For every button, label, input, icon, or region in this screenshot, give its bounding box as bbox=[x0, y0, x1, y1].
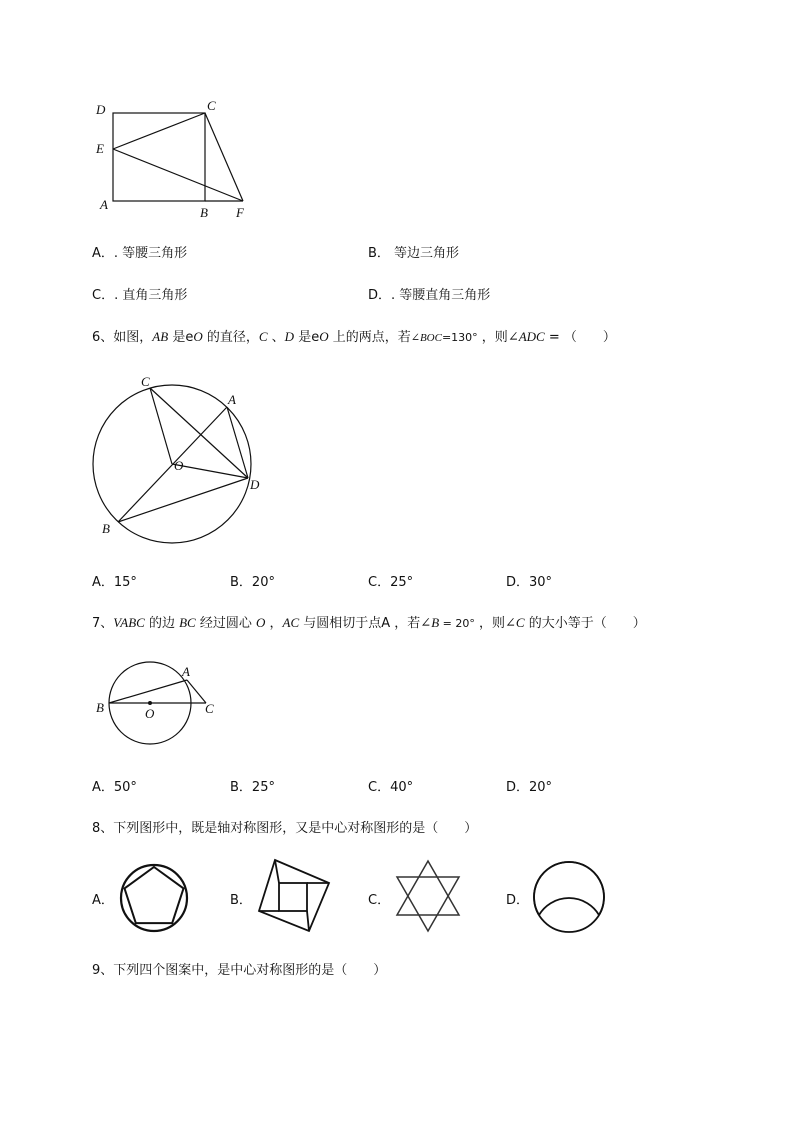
q5-label-E: E bbox=[96, 141, 104, 156]
q7-option-a: A．50° bbox=[92, 780, 137, 795]
q6-num: 6、 bbox=[92, 330, 114, 345]
q7-angle-b: ∠B bbox=[420, 615, 440, 630]
q8-option-c-label: C． bbox=[368, 893, 391, 908]
q7-o: O bbox=[255, 615, 266, 630]
q6-t2: 是 bbox=[168, 330, 186, 345]
q6-o-1: O bbox=[193, 329, 203, 344]
q5-option-d: D．. 等腰直角三角形 bbox=[368, 288, 491, 303]
q6-line-OD bbox=[172, 464, 248, 478]
q7-label-B: B bbox=[96, 700, 104, 715]
q6-t8: = （ ） bbox=[544, 330, 616, 345]
q7-t4: 与圆相切于点A ，若 bbox=[299, 616, 421, 631]
q5-option-c: C．. 直角三角形 bbox=[92, 288, 188, 303]
q5-line-EC bbox=[113, 113, 205, 149]
q7-ac: AC bbox=[282, 615, 300, 630]
q7-triangle: VABC bbox=[113, 615, 145, 630]
q6-option-b: B．20° bbox=[230, 575, 275, 590]
q8-d-arc-1 bbox=[534, 862, 569, 915]
q6-label-A: A bbox=[228, 392, 236, 407]
q8-d-arc-3 bbox=[539, 898, 599, 915]
q6-figure bbox=[90, 370, 290, 545]
q7-t1: 的边 bbox=[144, 616, 180, 631]
q8-question: 8、下列图形中，既是轴对称图形，又是中心对称图形的是（ ） bbox=[92, 821, 478, 836]
q8-b-outer-square bbox=[259, 860, 329, 931]
q5-label-A: A bbox=[100, 197, 108, 212]
q8-b-line-1 bbox=[275, 860, 279, 883]
q8-option-c-figure bbox=[393, 858, 463, 934]
q6-line-AD bbox=[227, 407, 248, 478]
q7-t6: 的大小等于（ ） bbox=[524, 616, 646, 631]
q6-option-c: C．25° bbox=[368, 575, 414, 590]
q6-circle-sym-2: e bbox=[311, 330, 320, 345]
q5-option-a: A．. 等腰三角形 bbox=[92, 246, 188, 261]
q6-line-CO bbox=[150, 388, 172, 464]
q6-t4: 、 bbox=[267, 330, 285, 345]
q8-a-pentagon bbox=[125, 867, 184, 923]
q7-label-A: A bbox=[182, 664, 190, 679]
q6-question bbox=[92, 326, 616, 345]
q6-t5: 是 bbox=[294, 330, 312, 345]
q6-angle-adc: ∠ADC bbox=[507, 329, 545, 344]
q8-b-line-3 bbox=[307, 911, 309, 931]
q7-t3: ， bbox=[265, 616, 283, 631]
q6-line-BD bbox=[118, 478, 248, 522]
q7-label-O: O bbox=[145, 706, 155, 721]
q6-circle-sym-1: e bbox=[185, 330, 194, 345]
q7-option-b: B．25° bbox=[230, 780, 275, 795]
q7-center-dot bbox=[148, 701, 152, 705]
q5-option-b: B． 等边三角形 bbox=[368, 246, 460, 261]
q6-label-O: O bbox=[174, 458, 184, 473]
q6-ab: AB bbox=[152, 329, 169, 344]
q5-label-B: B bbox=[200, 205, 208, 220]
q7-question bbox=[92, 612, 646, 631]
q7-bc: BC bbox=[179, 615, 196, 630]
q8-option-a-figure bbox=[118, 862, 190, 934]
q5-figure bbox=[90, 95, 260, 225]
q8-option-b-figure bbox=[255, 857, 335, 937]
q7-angle-value: = 20° bbox=[439, 617, 475, 630]
q7-num: 7、 bbox=[92, 616, 114, 631]
q6-c: C bbox=[258, 329, 268, 344]
q6-option-a: A．15° bbox=[92, 575, 137, 590]
q8-c-triangle-up bbox=[397, 861, 459, 915]
q8-option-a-label: A． bbox=[92, 893, 114, 908]
q7-line-BA bbox=[109, 680, 187, 703]
q8-option-b-label: B． bbox=[230, 893, 252, 908]
q6-option-d: D．30° bbox=[506, 575, 553, 590]
q8-d-arc-2 bbox=[569, 862, 604, 915]
q7-option-c: C．40° bbox=[368, 780, 414, 795]
q8-b-inner-square bbox=[279, 883, 307, 911]
q7-label-C: C bbox=[205, 701, 214, 716]
q9-question: 9、下列四个图案中，是中心对称图形的是（ ） bbox=[92, 963, 387, 978]
q6-t7: ，则 bbox=[477, 330, 508, 345]
q8-a-circle bbox=[121, 865, 187, 931]
q6-d: D bbox=[284, 329, 295, 344]
q6-o-2: O bbox=[319, 329, 329, 344]
q5-square bbox=[113, 113, 205, 201]
q7-angle-c: ∠C bbox=[505, 615, 525, 630]
q7-t2: 经过圆心 bbox=[195, 616, 256, 631]
q6-label-C: C bbox=[141, 374, 150, 389]
q7-figure bbox=[90, 655, 230, 750]
q6-t6: 上的两点，若 bbox=[328, 330, 411, 345]
q5-label-F: F bbox=[236, 205, 244, 220]
q8-c-triangle-down bbox=[397, 877, 459, 931]
q8-option-d-figure bbox=[531, 859, 607, 935]
q6-label-B: B bbox=[102, 521, 110, 536]
q6-angle-value: =130° bbox=[441, 331, 478, 344]
q6-label-D: D bbox=[250, 477, 260, 492]
q6-t3: 的直径， bbox=[202, 330, 259, 345]
q7-option-d: D．20° bbox=[506, 780, 553, 795]
q7-t5: ，则 bbox=[474, 616, 505, 631]
q5-label-C: C bbox=[207, 98, 216, 113]
q6-t1: 如图， bbox=[113, 330, 153, 345]
q5-label-D: D bbox=[96, 102, 106, 117]
q8-option-d-label: D． bbox=[506, 893, 530, 908]
q6-angle-boc: ∠BOC bbox=[410, 332, 442, 344]
